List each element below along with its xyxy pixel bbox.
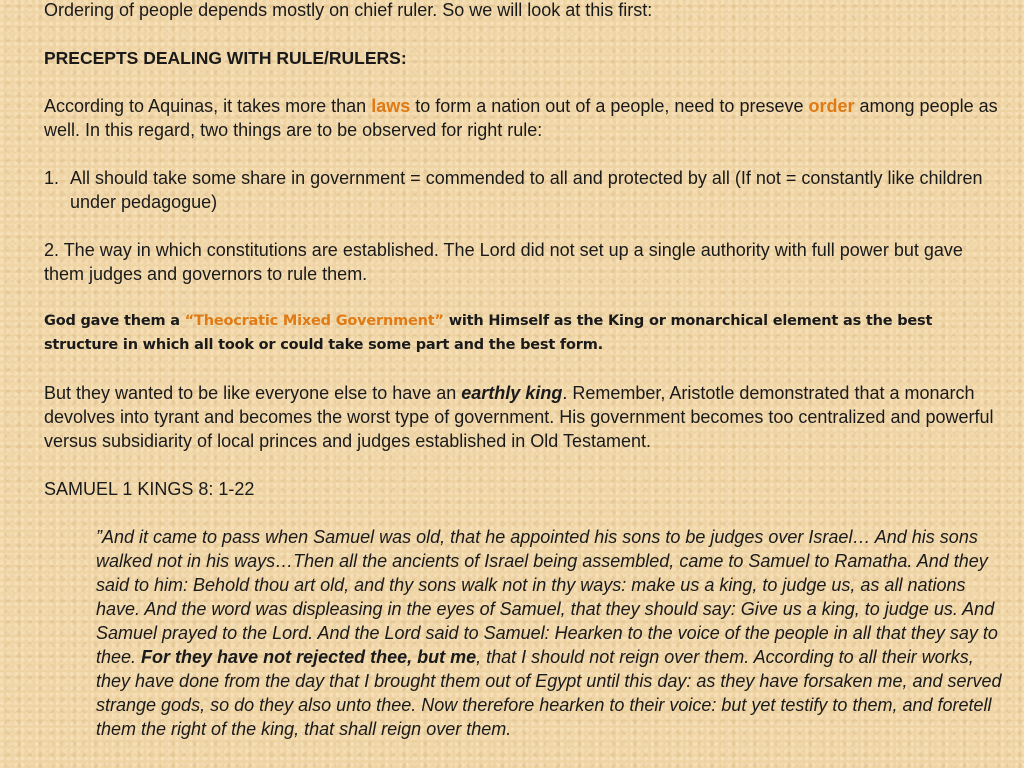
laws-highlight: laws bbox=[371, 96, 411, 116]
god-text-2: with Himself as the King or monarchical element as the best structure in which all took or could take some part and the best form. bbox=[44, 313, 933, 353]
aquinas-text-2: to form a nation out of a people, need to preseve bbox=[410, 96, 809, 116]
theocratic-highlight: “Theocratic Mixed Government” bbox=[184, 313, 444, 329]
god-text-1: God gave them a bbox=[44, 313, 185, 329]
earthly-king-paragraph bbox=[44, 381, 1004, 453]
aquinas-text-3: among people as well. In this regard, two things are to be observed for right rule: bbox=[44, 96, 998, 140]
precepts-heading: PRECEPTS DEALING WITH RULE/RULERS: bbox=[44, 48, 407, 68]
theocratic-paragraph bbox=[44, 309, 1004, 357]
quote-text-2: , that I should not reign over them. According to all their works, they have done from the day that I brought them out of Egypt until this day: as they have forsaken me, and served strange gods, so do they also unto thee. Now therefore hearken to their voice: but yet testify to them, and foretell them the right of the king, that shall reign over them. bbox=[96, 647, 1002, 739]
point-1-number: 1. bbox=[44, 168, 60, 188]
earthly-text-1: But they wanted to be like everyone else to have an bbox=[44, 383, 462, 403]
point-1-text: All should take some share in government = commended to all and protected by all (If not = constantly like children under pedagogue) bbox=[70, 168, 983, 212]
intro-text: Ordering of people depends mostly on chief ruler. So we will look at this first: bbox=[44, 0, 653, 20]
scripture-reference: SAMUEL 1 KINGS 8: 1-22 bbox=[44, 479, 255, 499]
quote-text-1: ”And it came to pass when Samuel was old, that he appointed his sons to be judges over Israel… And his sons walked not in his ways…Then all the ancients of Israel being assembled, came to Samuel to Ramatha. And they said to him: Behold thou art old, and thy sons walk not in thy ways: make us a king, to judge us, as all nations have. And the word was displeasing in the eyes of Samuel, that they should say: Give us a king, to judge us. And Samuel prayed to the Lord. And the Lord said to Samuel: Hearken to the voice of the people in all that they say to thee. bbox=[96, 527, 998, 667]
earthly-king-emphasis: earthly king bbox=[461, 383, 563, 403]
scripture-quote bbox=[96, 525, 1006, 741]
aquinas-paragraph bbox=[44, 94, 1004, 142]
point-2: 2. The way in which constitutions are established. The Lord did not set up a single authority with full power but gave them judges and governors to rule them. bbox=[44, 240, 963, 284]
earthly-text-2: . Remember, Aristotle demonstrated that a monarch devolves into tyrant and becomes the worst type of government. His government becomes too centralized and powerful versus subsidiarity of local princes and judges established in Old Testament. bbox=[44, 383, 994, 451]
quote-bold: For they have not rejected thee, but me bbox=[141, 647, 477, 667]
order-highlight: order bbox=[808, 96, 855, 116]
aquinas-text-1: According to Aquinas, it takes more than bbox=[44, 96, 372, 116]
point-1 bbox=[44, 166, 1004, 214]
